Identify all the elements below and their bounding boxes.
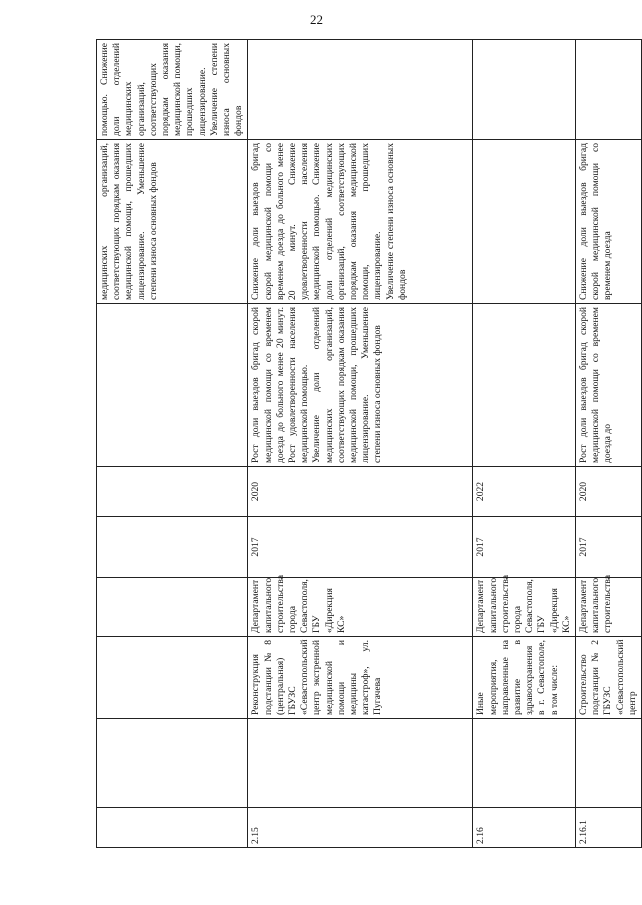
measures-table bbox=[96, 39, 642, 848]
cell-start-year: 2017 bbox=[576, 517, 642, 578]
cell-number: 2.15 bbox=[248, 808, 473, 848]
cell-expected-result: Рост доли выездов бригад скорой медицинской помощи со временем доезда до bbox=[576, 304, 642, 467]
cell-empty bbox=[97, 578, 248, 637]
cell-end-year: 2022 bbox=[473, 467, 576, 517]
cell-empty bbox=[576, 719, 642, 808]
cell-number: 2.16.1 bbox=[576, 808, 642, 848]
cell-start-year: 2017 bbox=[473, 517, 576, 578]
table-row bbox=[97, 40, 248, 848]
cell-measure-name bbox=[97, 719, 248, 808]
cell-consequences: Снижение доли выездов бригад скорой медицинской помощи со временем доезда до больного менее 20 минут. Снижение удовлетворенности населения медицинской помощью. Снижение доли отделений медицинских организаций, соответствующих порядкам оказания медицинской помощи, прошедших лицензирование. Увеличение степени износа основных фондов bbox=[248, 140, 473, 304]
cell-empty bbox=[576, 40, 642, 140]
cell-expected-result: медицинских организаций, соответствующих порядкам оказания медицинской помощи, прошедших лицензирование. Уменьшение степени износа основных фондов bbox=[97, 140, 248, 304]
cell-measure-name: Реконструкция подстанции № 8 (центральная) ГБУЗС «Севастопольский центр экстренной медицинской помощи и медицины катастроф», ул. Пугачева bbox=[248, 637, 473, 719]
cell-consequences bbox=[473, 140, 576, 304]
cell-executor: Департамент капитального строительства города Севастополя, ГБУ «Дирекция КС» bbox=[473, 578, 576, 637]
cell-executor: Департамент капитального строительства города Севастополя, ГБУ «Дирекция КС» bbox=[248, 578, 473, 637]
cell-end-year: 2020 bbox=[248, 467, 473, 517]
cell-expected-result bbox=[473, 304, 576, 467]
cell-consequences: помощью. Снижение доли отделений медицинских организаций, соответствующих порядкам оказания медицинской помощи, прошедших лицензирование. Увеличение степени износа основных фондов bbox=[97, 40, 248, 140]
cell-empty bbox=[473, 40, 576, 140]
cell-empty bbox=[248, 719, 473, 808]
cell-number bbox=[97, 808, 248, 848]
cell-start-year bbox=[97, 467, 248, 517]
cell-end-year: 2020 bbox=[576, 467, 642, 517]
cell-executor bbox=[97, 517, 248, 578]
page-number: 22 bbox=[310, 12, 323, 27]
rotated-table-container bbox=[96, 40, 638, 848]
cell-empty bbox=[473, 719, 576, 808]
cell-measure-name: Строительство подстанции № 2 ГБУЗС «Севастопольский центр bbox=[576, 637, 642, 719]
cell-executor: Департамент капитального строительства bbox=[576, 578, 642, 637]
cell-end-year bbox=[97, 304, 248, 467]
cell-empty bbox=[248, 40, 473, 140]
cell-empty bbox=[97, 637, 248, 719]
table-row bbox=[248, 40, 473, 848]
cell-consequences: Снижение доли выездов бригад скорой медицинской помощи со временем доезда bbox=[576, 140, 642, 304]
table-row bbox=[473, 40, 576, 848]
cell-number: 2.16 bbox=[473, 808, 576, 848]
cell-start-year: 2017 bbox=[248, 517, 473, 578]
cell-expected-result: Рост доли выездов бригад скорой медицинской помощи со временем доезда до больного менее 20 минут. Рост удовлетворенности населения медицинской помощью. Увеличение доли отделений медицинских организаций, соответствующих порядкам оказания медицинской помощи, прошедших лицензирование. Уменьшение степени износа основных фондов bbox=[248, 304, 473, 467]
cell-measure-name: Иные мероприятия, направленные на развитие в здравоохранения в г. Севастополе, в том числе: bbox=[473, 637, 576, 719]
table-row bbox=[576, 40, 642, 848]
